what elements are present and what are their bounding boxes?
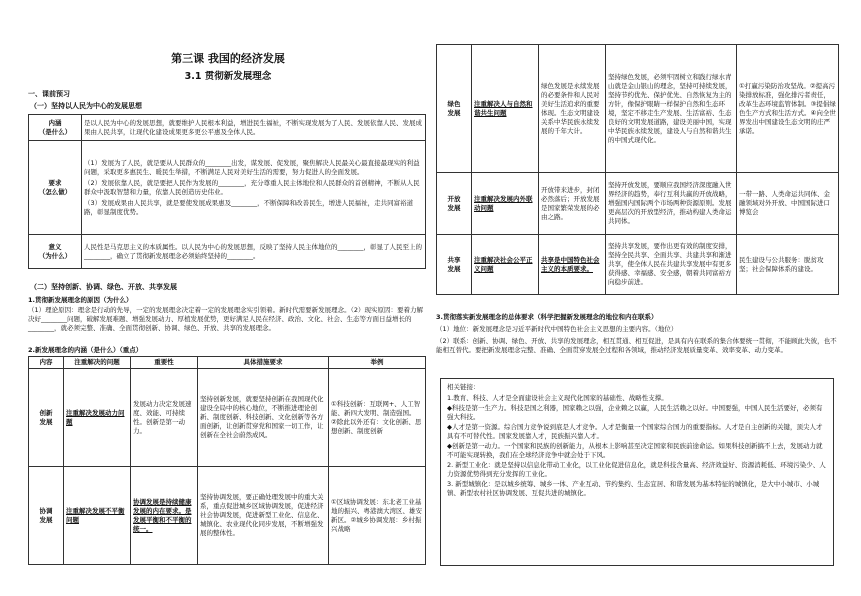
table-row [29, 467, 426, 565]
link-item: 2. 新型工业化：就是坚持以信息化带动工业化，以工业化促进信息化，就是科技含量高、经济效益好、资源消耗低、环境污染少、人力资源优势得到充分发挥的工业化。 [447, 461, 826, 478]
link-item: ◆人才是第一资源。综合国力竞争说到底是人才竞争。人才是衡量一个国家综合国力的重要指标。人才是自主创新的关键，顶尖人才具有不可替代性。国家发展靠人才，民族振兴靠人才。 [447, 423, 823, 440]
col-header: 内容 [29, 357, 64, 369]
row-name: 开放 发展 [437, 173, 472, 235]
subsection-heading: （二）坚持创新、协调、绿色、开放、共享发展 [30, 283, 177, 291]
table-row [437, 173, 839, 235]
page-subtitle: 3.1 贯彻新发展理念 [184, 71, 272, 82]
col-header: 举例 [329, 357, 426, 369]
new-development-table [28, 356, 426, 565]
requirement-item: （3）发展成果由人民共享，就是要使发展成果惠及________，不断保障和改善民生，增进人民福祉，走共同富裕道路，彰显制度优势。 [84, 198, 414, 216]
row-importance: 发展动力决定发展速度、效能、可持续性。创新是第一动力。 [131, 369, 198, 467]
col-header: 注重解决的问题 [64, 357, 131, 369]
row-text: 是以人民为中心的发展思想，就要维护人民根本利益，增进民生福祉，不断实现发展为了人民、发展依靠人民、发展成果由人民共享，让现代化建设成果更多更公平惠及全体人民。 [82, 115, 426, 141]
related-links-box [440, 378, 834, 566]
row-problem: 注重解决发展动力问题 [64, 369, 131, 467]
row-measures: 坚持协调发展，要正确处理发展中的重大关系，重点促进城乡区域协调发展，促进经济社会协调发展，促进新型工业化、信息化、城镇化、农业现代化同步发展，不断增强发展的整体性。 [198, 467, 329, 565]
row-example: ①科技创新：互联网+、人工智能、新四大发明、制造强国。 ②除此以外还有：文化创新、思想创新、制度创新 [329, 369, 426, 467]
paragraph-title: 2.新发展理念的内涵（是什么）（重点） [28, 346, 143, 354]
link-item: ◆创新是第一动力。一个国家和民族的创新能力，从根本上影响甚至决定国家和民族前途命运。如果科技创新搞不上去，发展动力就不可能实现转换，我们在全球经济竞争中就会处于下风。 [447, 442, 823, 459]
requirement-item: （1）发展为了人民，就是要从人民群众的________出发，谋发展、促发展，聚焦解决人民最关心最直接最现实的利益问题，采取更多惠民生、暖民生举措，不断满足人民对美好生活的需要，努力促进人的全面发展。 [84, 158, 420, 176]
paragraph-title: 3.贯彻落实新发展理念的总体要求（科学把握新发展理念的地位和内在联系） [436, 313, 658, 321]
position-paragraph: （1）地位：新发展理念是习近平新时代中国特色社会主义思想的主要内容。（地位） [436, 325, 678, 333]
row-label: 意义 （为什么） [29, 235, 82, 269]
link-item: 3. 新型城镇化：是以城乡统筹、城乡一体、产业互动、节约集约、生态宜居、和谐发展为基本特征的城镇化，是大中小城市、小城镇、新型农村社区协调发展、互促共进的城镇化。 [447, 480, 820, 497]
table-row [437, 45, 839, 173]
green-open-shared-table [436, 44, 839, 295]
row-example: 一带一路、人类命运共同体、金融领域对外开放、中国国际进口博览会 [737, 173, 839, 235]
row-problem: 注重解决发展不平衡问题 [64, 467, 131, 565]
row-name: 协调 发展 [29, 467, 64, 565]
row-measures: 坚持绿色发展，必须牢固树立和践行绿水青山就是金山银山的理念，坚持可持续发展，坚持节约优先、保护优先、自然恢复为主的方针，像保护眼睛一样保护自然和生态环境，坚定不移走生产发展、生活富裕、生态良好的文明发展道路，建设美丽中国，实现中华民族永续发展，建设人与自然和谐共生的中国式现代化。 [606, 45, 737, 173]
connection-paragraph: （2）联系：创新、协调、绿色、开放、共享的发展理念，相互贯通、相互促进，是具有内在联系的集合体要统一贯彻，不能顾此失彼，也不能相互替代。要把新发展理念完整、准确、全面贯穿发展全过程和各领域，推动经济发展质量变革、效率变革、动力变革。 [436, 337, 837, 354]
link-item: ◆科技是第一生产力。科技是国之利器，国家赖之以强，企业赖之以赢，人民生活赖之以好。中国要强，中国人民生活要好，必须有强大科技。 [447, 404, 823, 421]
row-name: 创新 发展 [29, 369, 64, 467]
paragraph-title: 1.贯彻新发展理念的原因（为什么） [28, 296, 133, 304]
row-measures: 坚持开放发展，要顺应我国经济深度融入世界经济的趋势，奉行互利共赢的开放战略，增强国内国际两个市场两种资源原则。发展更高层次的开放型经济，推动构建人类命运共同体。 [606, 173, 737, 235]
row-text: 人民性是马克思主义的本质属性。以人民为中心的发展思想，反映了坚持人民主体地位的________，彰显了人民至上的________，确立了贯彻新发展理念必须始终坚持的________。 [82, 235, 426, 269]
links-title: 相关链接： [447, 383, 480, 391]
row-measures: 坚持共享发展，要作出更有效的制度安排，坚持全民共享、全面共享、共建共享和渐进共享，使全体人民在共建共享发展中有更多获得感、幸福感、安全感，朝着共同富裕方向稳步前进。 [606, 235, 737, 295]
row-example: ①区域协调发展：东北老工业基地的振兴、粤港澳大湾区、雄安新区。②城乡协调发展：乡村振兴战略 [329, 467, 426, 565]
col-header: 重要性 [131, 357, 198, 369]
row-name: 绿色 发展 [437, 45, 472, 173]
requirement-item: （2）发展依靠人民，就是要把人民作为发展的________，充分尊重人民主体地位和人民群众的首创精神，不断从人民群众中汲取智慧和力量，依靠人民创造历史伟业。 [84, 178, 420, 196]
subsection-heading: （一）坚持以人民为中心的发展思想 [30, 102, 142, 110]
page-title: 第三课 我国的经济发展 [171, 52, 285, 65]
table-row [437, 235, 839, 295]
row-label: 要求 （怎么做） [29, 141, 82, 235]
row-importance: 协调发展是持续健康发展的内在要求。是发展平衡和不平衡的统一。 [131, 467, 198, 565]
reasons-paragraph: （1）理论原因：理念是行动的先导，一定的发展理念决定着一定的发展理念实引领着。新时代需要新发展理念。（2）现实原因：要着力解决好________问题，破解发展难题、增强发展动力、厚植发展优势，更好满足人民在经济、政治、文化、社会、生态等方面日益增长的________，就必须完整、准确、全面贯彻创新、协调、绿色、开放、共享的发展理念。 [28, 306, 424, 332]
row-importance: 开放带来进步，封闭必然落后；开放发展是国家繁荣发展的必由之路。 [539, 173, 606, 235]
col-header: 具体措施要求 [198, 357, 329, 369]
row-label: 内涵 （是什么） [29, 115, 82, 141]
row-importance: 绿色发展是永续发展的必要条件和人民对美好生活追求的重要体现。生态文明建设关系中华民族永续发展的千年大计。 [539, 45, 606, 173]
section-heading: 一、课前预习 [28, 90, 70, 98]
row-example: ①打赢污染防治攻坚战。②提高污染排放标准，强化排污者责任，改革生态环境监管体制。③提倡绿色生产方式和生活方式。④向全世界发出中国建设生态文明的庄严承诺。 [737, 45, 839, 173]
row-example: 民生建设与公共服务：脱贫攻坚；社会保障体系的建设。 [737, 235, 839, 295]
table-row [29, 369, 426, 467]
link-item: 1.教育、科技、人才是全面建设社会主义现代化国家的基础性、战略性支撑。 [447, 394, 668, 402]
row-problem: 注重解决人与自然和谐共生问题 [472, 45, 539, 173]
people-centered-table [28, 114, 426, 269]
row-importance: 共享是中国特色社会主义的本质要求。 [539, 235, 606, 295]
row-problem: 注重解决社会公平正义问题 [472, 235, 539, 295]
row-measures: 坚持创新发展，就要坚持创新在我国现代化建设全局中的核心地位，不断推进理论创新、制度创新、科技创新、文化创新等各方面创新，让创新贯穿党和国家一切工作，让创新在全社会蔚然成风。 [198, 369, 329, 467]
row-problem: 注重解决发展内外联动问题 [472, 173, 539, 235]
row-name: 共享 发展 [437, 235, 472, 295]
row-items [82, 141, 426, 235]
